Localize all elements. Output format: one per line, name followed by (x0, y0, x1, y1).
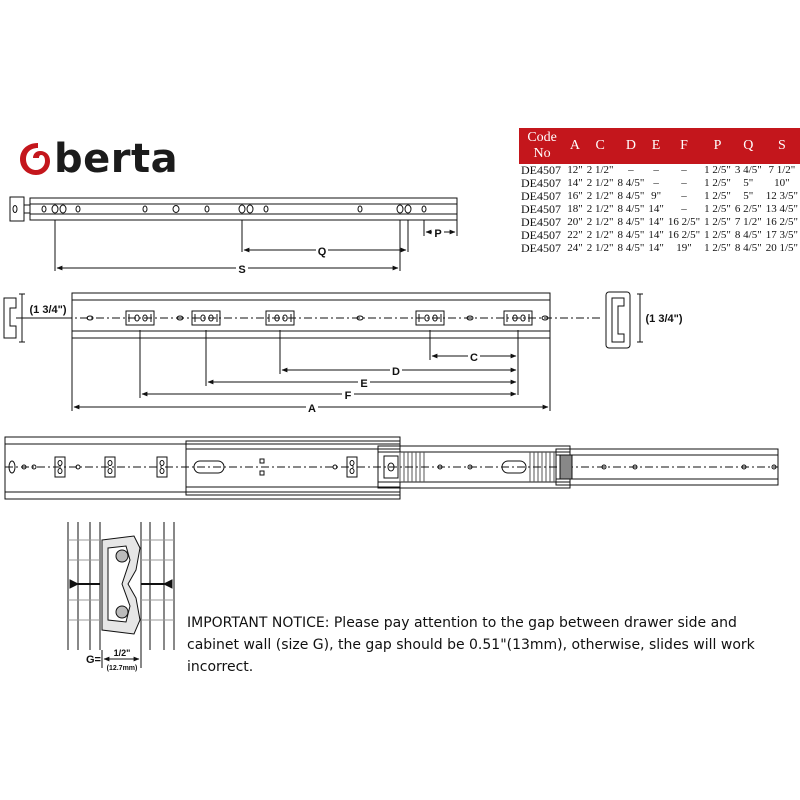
cell: 16 2/5" (667, 229, 701, 241)
cell: 1 2/5" (704, 177, 731, 189)
cell: 18" (567, 203, 583, 215)
cell: 7 1/2" (734, 216, 762, 228)
cross-section-detail (68, 522, 174, 668)
cell: 2 1/2" (586, 216, 614, 228)
cell: 20 1/5" (765, 242, 798, 254)
cell: 8 4/5" (617, 242, 645, 254)
top-slide-side-view (10, 197, 457, 271)
dim-c-label: C (470, 352, 478, 364)
cell: 1 2/5" (704, 190, 731, 202)
cell: 7 1/2" (768, 164, 796, 176)
dim-q-label: Q (317, 246, 327, 258)
cell: – (681, 177, 687, 189)
cell: 17 3/5" (765, 229, 798, 241)
cell: 8 4/5" (617, 203, 645, 215)
cell: DE4507 (521, 163, 561, 177)
cell: 8 4/5" (617, 229, 645, 241)
cell: 2 1/2" (586, 229, 614, 241)
cell: 9" (651, 190, 662, 202)
height-label-right: (1 3/4") (645, 313, 683, 325)
cell: 8 4/5" (734, 242, 762, 254)
cell: 2 1/2" (586, 190, 614, 202)
dim-d-label: D (392, 366, 400, 378)
cell: 5" (743, 190, 754, 202)
cell: 1 2/5" (704, 229, 731, 241)
cell: 1 2/5" (704, 164, 731, 176)
cell: 10" (774, 177, 790, 189)
cell: 8 4/5" (617, 216, 645, 228)
extended-slide-view (5, 437, 778, 499)
cell: DE4507 (521, 189, 561, 203)
header-e: E (646, 128, 666, 164)
cell: DE4507 (521, 228, 561, 242)
brand-name: berta (54, 136, 179, 182)
cell: DE4507 (521, 241, 561, 255)
cell: 1 2/5" (704, 242, 731, 254)
cell: – (681, 190, 687, 202)
important-notice: IMPORTANT NOTICE: Please pay attention to the gap between drawer side and cabinet wall (size G), the gap should be 0.51"(13mm), otherwise, slides will work incorrect. (187, 615, 755, 675)
header-code: Code No (519, 128, 565, 164)
cell: 6 2/5" (734, 203, 762, 215)
cell: 14" (567, 177, 583, 189)
header-c: C (585, 128, 616, 164)
dim-s-label: S (238, 264, 246, 276)
cell: 12" (567, 164, 583, 176)
cell: 2 1/2" (586, 164, 614, 176)
cell: 2 1/2" (586, 242, 614, 254)
cell: 14" (648, 242, 664, 254)
cell: 8 4/5" (734, 229, 762, 241)
cell: 16" (567, 190, 583, 202)
cell: 14" (648, 216, 664, 228)
dim-a-label: A (308, 403, 316, 415)
cell: 24" (567, 242, 583, 254)
cell: 13 4/5" (765, 203, 798, 215)
gap-prefix-label: G= (86, 654, 101, 666)
cell: 8 4/5" (617, 177, 645, 189)
cell: 2 1/2" (586, 203, 614, 215)
cell: 3 4/5" (734, 164, 762, 176)
cell: 14" (648, 229, 664, 241)
gap-inch-label: 1/2" (113, 648, 131, 658)
cell: 20" (567, 216, 583, 228)
cell: DE4507 (521, 202, 561, 216)
cell: 1 2/5" (704, 203, 731, 215)
header-q: Q (733, 128, 764, 164)
middle-slide-face-view (4, 292, 643, 411)
dim-e-label: E (360, 378, 368, 390)
cell: 2 1/2" (586, 177, 614, 189)
cell: – (681, 203, 687, 215)
header-f: F (666, 128, 702, 164)
cell: 19" (676, 242, 692, 254)
cell: 12 3/5" (765, 190, 798, 202)
dim-p-label: P (434, 228, 442, 240)
cell: – (653, 164, 659, 176)
header-s: S (764, 128, 800, 164)
cell: DE4507 (521, 176, 561, 190)
cell: DE4507 (521, 215, 561, 229)
cell: 22" (567, 229, 583, 241)
dim-f-label: F (344, 390, 352, 402)
header-a: A (565, 128, 585, 164)
cell: 1 2/5" (704, 216, 731, 228)
cell: – (628, 164, 634, 176)
gap-mm-label: (12.7mm) (106, 665, 138, 672)
cell: 8 4/5" (617, 190, 645, 202)
cell: 5" (743, 177, 754, 189)
cell: – (681, 164, 687, 176)
cell: – (653, 177, 659, 189)
cell: 14" (648, 203, 664, 215)
height-label-left: (1 3/4") (29, 304, 67, 316)
header-d: D (616, 128, 647, 164)
header-p: P (702, 128, 733, 164)
cell: 16 2/5" (667, 216, 701, 228)
cell: 16 2/5" (765, 216, 798, 228)
